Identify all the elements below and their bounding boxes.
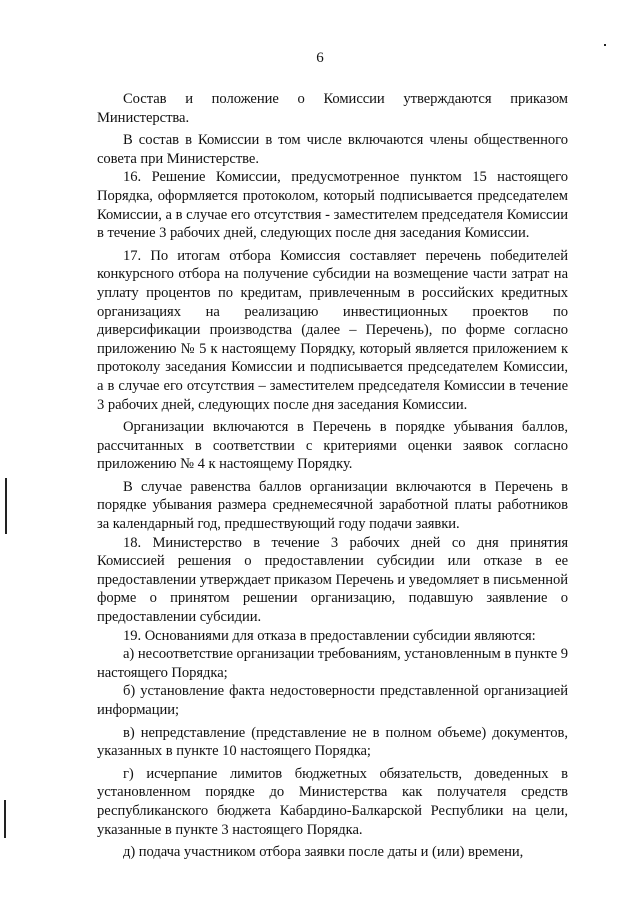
- paragraph-commission-members: В состав в Комиссии в том числе включаются члены общественного совета при Министерстве.: [97, 132, 568, 167]
- paragraph-ranking: Организации включаются в Перечень в порядке убывания баллов, рассчитанных в соответствии с критериями оценки заявок согласно приложению № 4 к настоящему Порядку.: [97, 419, 568, 473]
- paragraph-item-17: 17. По итогам отбора Комиссия составляет перечень победителей конкурсного отбора на получение субсидии на возмещение части затрат на уплату процентов по кредитам, привлеченным в российских кредитных организациях на реализацию инвестиционных проектов по диверсификации производства (далее – Перечень), по форме согласно приложению № 5 к настоящему Порядку, который является приложением к протоколу заседания Комиссии и подписывается председателем Комиссии, а в случае его отсутствия – заместителем председателя Комиссии в течение 3 рабочих дней, следующих после дня заседания Комиссии.: [97, 247, 568, 413]
- paragraph-item-19: 19. Основаниями для отказа в предоставлении субсидии являются:: [123, 627, 536, 644]
- page-number: 6: [316, 50, 324, 66]
- list-item-a: а) несоответствие организации требованиям, установленным в пункте 9 настоящего Порядка;: [97, 646, 568, 681]
- scan-artifact-left-upper: [5, 478, 7, 534]
- scan-artifact-right-dot: [604, 44, 606, 46]
- list-item-g: г) исчерпание лимитов бюджетных обязательств, доведенных в установленном порядке до Министерства как получателя средств республиканского бюджета Кабардино-Балкарской Республики на цели, указанные в пункте 3 настоящего Порядка.: [97, 765, 568, 838]
- scan-artifact-left-lower: [4, 800, 6, 838]
- paragraph-item-16: 16. Решение Комиссии, предусмотренное пунктом 15 настоящего Порядка, оформляется протоколом, который подписывается председателем Комиссии, а в случае его отсутствия - заместителем председателя Комиссии в течение 3 рабочих дней, следующих после дня заседания Комиссии.: [97, 169, 568, 242]
- paragraph-item-18: 18. Министерство в течение 3 рабочих дней со дня принятия Комиссией решения о предоставлении субсидии или отказе в ее предоставлении утверждает приказом Перечень и уведомляет в письменной форме о принятом решении организацию, подавшую заявление о предоставлении субсидии.: [97, 534, 568, 626]
- paragraph-tie-break: В случае равенства баллов организации включаются в Перечень в порядке убывания размера среднемесячной заработной платы работников за календарный год, предшествующий году подачи заявки.: [97, 478, 568, 533]
- list-item-b: б) установление факта недостоверности представленной организацией информации;: [97, 683, 568, 718]
- document-body: [97, 90, 568, 862]
- paragraph-commission-composition: Состав и положение о Комиссии утверждаются приказом Министерства.: [97, 91, 568, 126]
- list-item-d: д) подача участником отбора заявки после даты и (или) времени,: [123, 844, 524, 861]
- list-item-v: в) непредставление (представление не в полном объеме) документов, указанных в пункте 10 настоящего Порядка;: [97, 724, 568, 760]
